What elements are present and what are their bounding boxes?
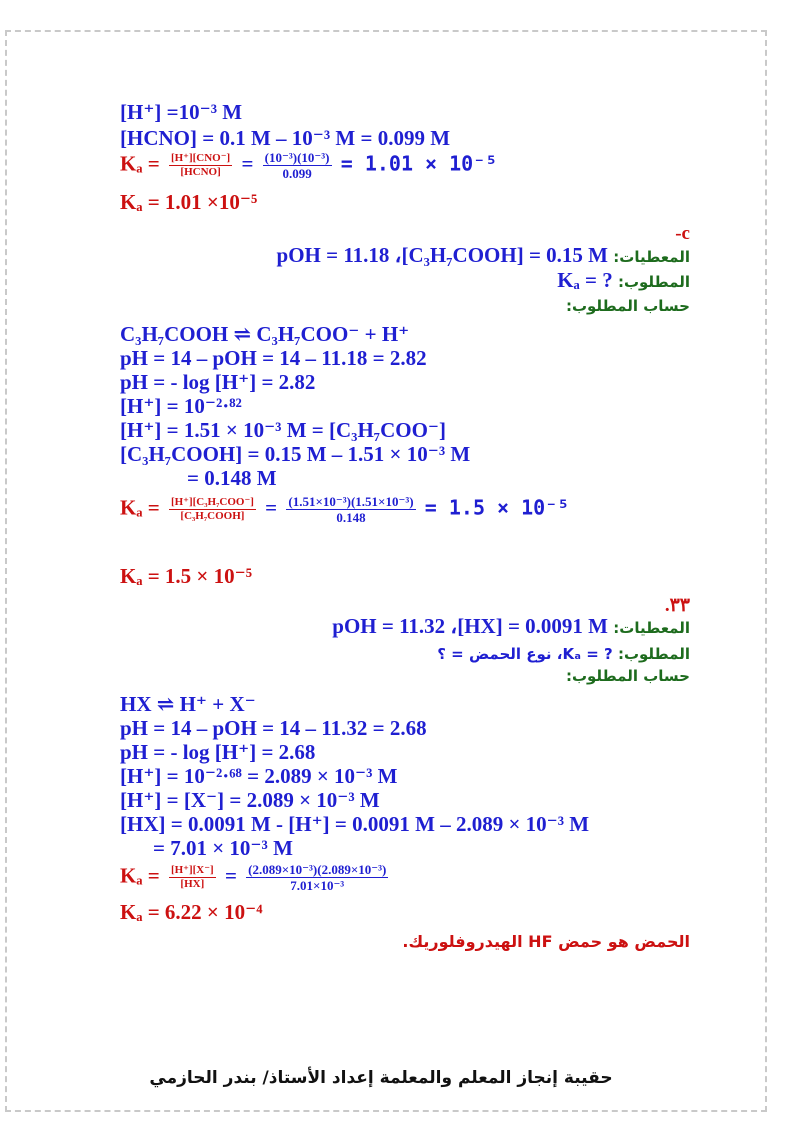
ka-equation-line: Kₐ = $\frac{\text{[H⁺][CNO⁻]}}{\text{[HCNO]}}$ = $\frac{\text{(10⁻³)(10⁻³)}}{0.099}$ = 1.01 × 10⁻⁵ xyxy=(120,150,498,181)
conclusion-text: الحمض هو حمض HF الهيدروفلوريك. xyxy=(402,932,690,951)
ka-fraction-symbolic xyxy=(169,496,256,523)
givens-value: pOH = 11.18 ،[C₃H₇COOH] = 0.15 M xyxy=(276,243,608,267)
ka-final-line: Kₐ = 1.01 ×10⁻⁵ xyxy=(120,190,258,214)
ka-fraction-symbolic xyxy=(169,152,232,179)
ka-final-line: Kₐ = 6.22 × 10⁻⁴ xyxy=(120,900,263,924)
ka-result: = 1.5 × 10⁻⁵ xyxy=(424,495,570,520)
ph-calculation: pH = 14 – pOH = 14 – 11.18 = 2.82 xyxy=(120,346,427,370)
ka-equation-line: Kₐ = $\frac{\text{[H⁺][C₃H₇COO⁻]}}{\text{[C₃H₇COOH]}}$ = $\frac{\text{(1.51×10⁻³)(1.51×10⁻³)}}{0.148}$ = 1.5 × 10⁻⁵ xyxy=(120,494,570,525)
part-c-label: -c xyxy=(675,223,690,244)
q33-required-line xyxy=(437,640,690,666)
h-concentration-value: [H⁺] = 1.51 × 10⁻³ M = [C₃H₇COO⁻] xyxy=(120,418,447,442)
ka-final-line: Kₐ = 1.5 × 10⁻⁵ xyxy=(120,564,253,588)
acid-concentration-result: = 0.148 M xyxy=(187,466,277,490)
fraction-denominator: 0.148 xyxy=(336,510,366,525)
part-c-required-line xyxy=(557,268,690,294)
ka-fraction-numeric xyxy=(286,494,415,525)
givens-label: المعطيات: xyxy=(613,619,690,637)
h-concentration-exp: [H⁺] = 10⁻²·⁸² xyxy=(120,394,242,418)
required-label: المطلوب: xyxy=(617,273,690,291)
hx-concentration-line: [HX] = 0.0091 M - [H⁺] = 0.0091 M – 2.089 × 10⁻³ M xyxy=(120,812,590,836)
page-footer: حقيبة إنجاز المعلم والمعلمة إعداد الأستاذ/ بندر الحازمي xyxy=(149,1068,613,1088)
ka-result: = 1.01 × 10⁻⁵ xyxy=(340,151,498,176)
reaction-equation: C₃H₇COOH ⇌ C₃H₇COO⁻ + H⁺ xyxy=(120,322,410,346)
required-value: ? = Kₐ، نوع الحمض = ؟ xyxy=(437,645,613,663)
part-c-givens-line xyxy=(277,243,690,269)
q33-givens-line xyxy=(332,614,690,640)
ka-equation-line: Kₐ = $\frac{[H^+][X^-]}{[HX]}$ = $\frac{\text{(2.089×10⁻³)(2.089×10⁻³)}}{\text{7.01×10⁻³}}$ xyxy=(120,862,387,893)
h-concentration-exp: [H⁺] = 10⁻²·⁶⁸ = 2.089 × 10⁻³ M xyxy=(120,764,398,788)
ph-calculation: pH = 14 – pOH = 14 – 11.32 = 2.68 xyxy=(120,716,427,740)
fraction-denominator: [HX] xyxy=(180,878,205,890)
ka-label: Kₐ = xyxy=(120,151,160,176)
ka-fraction-numeric xyxy=(246,862,388,893)
fraction-numerator: (1.51×10⁻³)(1.51×10⁻³) xyxy=(288,494,414,509)
acid-concentration-line: [C₃H₇COOH] = 0.15 M – 1.51 × 10⁻³ M xyxy=(120,442,471,466)
fraction-denominator: 7.01×10⁻³ xyxy=(290,878,345,893)
fraction-numerator: [H⁺][C₃H₇COO⁻] xyxy=(170,496,254,508)
ka-label: Kₐ = xyxy=(120,495,160,520)
fraction-numerator: [H⁺][X⁻] xyxy=(170,864,214,876)
calc-label: حساب المطلوب: xyxy=(565,297,690,315)
ka-fraction-numeric xyxy=(263,150,332,181)
calc-label: حساب المطلوب: xyxy=(565,667,690,685)
ph-log-line: pH = - log [H⁺] = 2.82 xyxy=(120,370,316,394)
fraction-numerator: [H⁺][CNO⁻] xyxy=(170,152,231,164)
required-value: Kₐ = ? xyxy=(557,268,613,292)
fraction-numerator: (2.089×10⁻³)(2.089×10⁻³) xyxy=(248,862,387,877)
hcno-concentration-line: [HCNO] = 0.1 M – 10⁻³ M = 0.099 M xyxy=(120,126,451,150)
ka-label: Kₐ = xyxy=(120,863,160,888)
reaction-equation: HX ⇌ H⁺ + X⁻ xyxy=(120,692,256,716)
fraction-denominator: [HCNO] xyxy=(180,166,221,178)
givens-value: pOH = 11.32 ،[HX] = 0.0091 M xyxy=(332,614,608,638)
fraction-denominator: 0.099 xyxy=(282,166,312,181)
question-33-label: .٣٣ xyxy=(664,595,690,616)
fraction-numerator: (10⁻³)(10⁻³) xyxy=(264,150,330,165)
ka-fraction-symbolic xyxy=(169,864,216,891)
fraction-denominator: [C₃H₇COOH] xyxy=(180,510,245,522)
hx-concentration-result: = 7.01 × 10⁻³ M xyxy=(153,836,293,860)
required-label: المطلوب: xyxy=(617,645,690,663)
h-x-concentration: [H⁺] = [X⁻] = 2.089 × 10⁻³ M xyxy=(120,788,380,812)
ph-log-line: pH = - log [H⁺] = 2.68 xyxy=(120,740,316,764)
h-concentration-line: [H⁺] =10⁻³ M xyxy=(120,100,243,124)
givens-label: المعطيات: xyxy=(613,248,690,266)
